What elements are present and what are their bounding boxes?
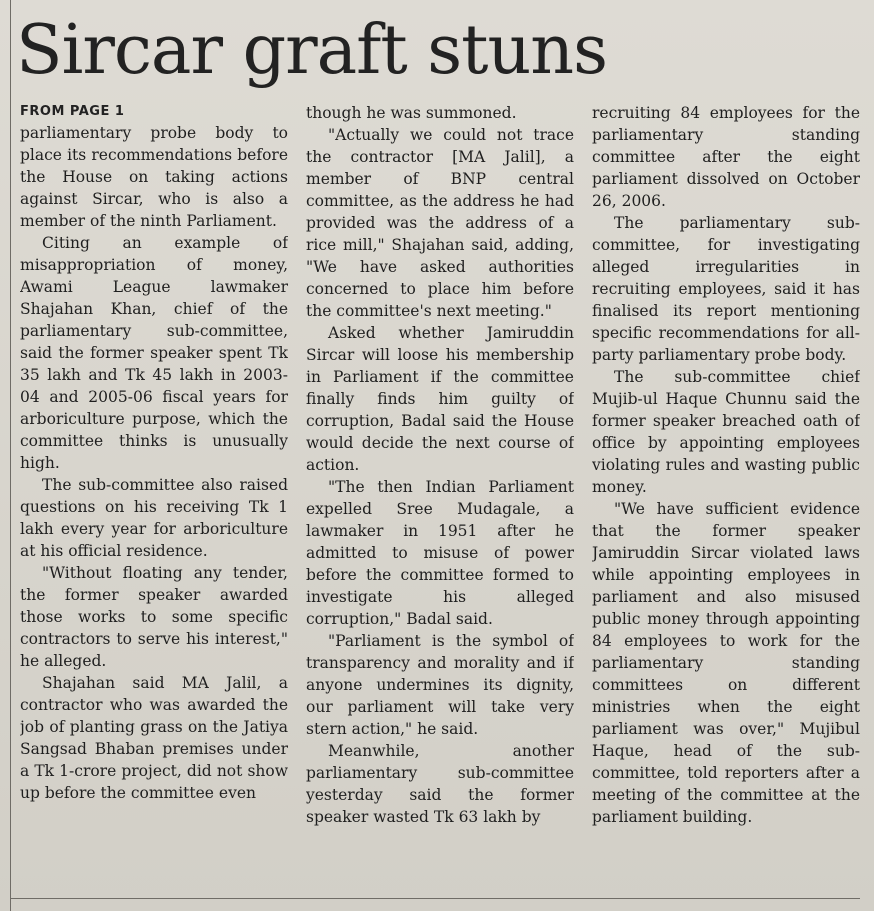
article-paragraph: Shajahan said MA Jalil, a contractor who was awarded the job of planting grass on the Jatiya Sangsad Bhaban premises under a Tk 1-crore project, did not show up before the committee even (20, 674, 288, 802)
article-paragraph: "Parliament is the symbol of transparency and morality and if anyone undermines its dignity, our parliament will take very stern action," he said. (306, 632, 574, 738)
article-column-2 (306, 102, 574, 892)
continuation-kicker: FROM PAGE 1 (20, 104, 125, 119)
article-paragraph: though he was summoned. (306, 104, 517, 122)
article-paragraph: Meanwhile, another parliamentary sub-committee yesterday said the former speaker wasted Tk 63 lakh by (306, 742, 574, 826)
headline: Sircar graft stuns (16, 11, 607, 90)
bottom-rule (10, 898, 860, 899)
article-paragraph: The sub-committee chief Mujib-ul Haque Chunnu said the former speaker breached oath of office by appointing employees violating rules and wasting public money. (592, 368, 860, 496)
article-paragraph: The sub-committee also raised questions on his receiving Tk 1 lakh every year for arboriculture at his official residence. (20, 476, 288, 560)
article-paragraph: "We have sufficient evidence that the former speaker Jamiruddin Sircar violated laws while appointing employees in parliament and also misused public money through appointing 84 employees to work for the parliamentary standing committees on different ministries when the eight parliament was over," Mujibul Haque, head of the sub-committee, told reporters after a meeting of the committee at the parliament building. (592, 500, 860, 826)
left-column-rule (10, 0, 11, 911)
article-paragraph: recruiting 84 employees for the parliamentary standing committee after the eight parliament dissolved on October 26, 2006. (592, 104, 860, 210)
article-column-3 (592, 102, 860, 892)
article-column-1 (20, 102, 288, 892)
article-paragraph: "Actually we could not trace the contractor [MA Jalil], a member of BNP central committee, as the address he had provided was the address of a rice mill," Shajahan said, adding, "We have asked authorities concerned to place him before the committee's next meeting." (306, 126, 574, 320)
article-paragraph: "Without floating any tender, the former speaker awarded those works to some specific contractors to serve his interest," he alleged. (20, 564, 288, 670)
article-columns (20, 102, 860, 892)
article-paragraph: The parliamentary sub-committee, for investigating alleged irregularities in recruiting employees, said it has finalised its report mentioning specific recommendations for all-party parliamentary probe body. (592, 214, 860, 364)
article-paragraph: parliamentary probe body to place its recommendations before the House on taking actions against Sircar, who is also a member of the ninth Parliament. (20, 124, 288, 230)
article-paragraph: Citing an example of misappropriation of money, Awami League lawmaker Shajahan Khan, chief of the parliamentary sub-committee, said the former speaker spent Tk 35 lakh and Tk 45 lakh in 2003-04 and 2005-06 fiscal years for arboriculture purpose, which the committee thinks is unusually high. (20, 234, 288, 472)
article-paragraph: "The then Indian Parliament expelled Sree Mudagale, a lawmaker in 1951 after he admitted to misuse of power before the committee formed to investigate his alleged corruption," Badal said. (306, 478, 574, 628)
article-paragraph: Asked whether Jamiruddin Sircar will loose his membership in Parliament if the committee finally finds him guilty of corruption, Badal said the House would decide the next course of action. (306, 324, 574, 474)
